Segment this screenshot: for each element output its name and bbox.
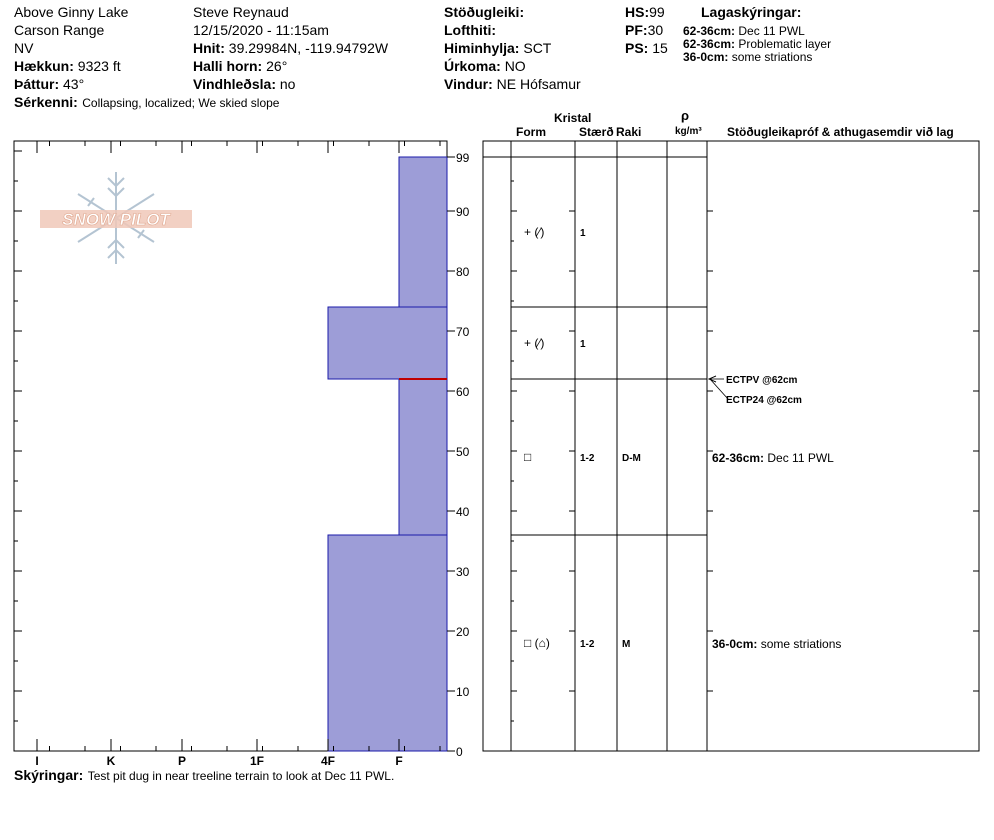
- pf-value: PF:30: [625, 22, 664, 38]
- layer-notes-title: Lagaskýringar:: [701, 4, 802, 20]
- depth-tick-label: 90: [456, 205, 470, 219]
- hardness-tick-label: 1F: [249, 754, 265, 768]
- layer-comment: 36-0cm: some striations: [712, 637, 842, 651]
- observer: Steve Reynaud: [193, 4, 289, 20]
- depth-tick-label: 99: [456, 151, 470, 165]
- range-name: Carson Range: [14, 22, 105, 38]
- footer-notes: Skýringar: Test pit dug in near treeline terrain to look at Dec 11 PWL.: [14, 767, 395, 783]
- hardness-tick-label: F: [395, 754, 403, 768]
- column-header-form: Form: [516, 125, 546, 139]
- layer-table-frame: [483, 141, 979, 751]
- coordinates: Hnit: 39.29984N, -119.94792W: [193, 40, 389, 56]
- datetime: 12/15/2020 - 11:15am: [193, 22, 329, 38]
- hardness-tick-label: K: [106, 754, 116, 768]
- depth-tick-label: 50: [456, 445, 470, 459]
- wind: Vindur: NE Hófsamur: [444, 76, 581, 92]
- depth-tick-label: 60: [456, 385, 470, 399]
- column-header-moisture: Raki: [616, 125, 642, 139]
- air-temp-label: Lofthiti:: [444, 22, 497, 38]
- layer-grain-form: + (⁄): [524, 336, 545, 350]
- layer-comment: 62-36cm: Dec 11 PWL: [712, 451, 834, 465]
- depth-tick-label: 80: [456, 265, 470, 279]
- layer-moisture: M: [622, 639, 631, 650]
- column-header-crystal: Kristal: [554, 111, 592, 125]
- hardness-layer-bar: [399, 379, 447, 535]
- depth-tick-label: 20: [456, 625, 470, 639]
- features: Sérkenni: Collapsing, localized; We skied slope: [14, 94, 280, 110]
- slope-angle: Halli horn: 26°: [193, 58, 288, 74]
- ps-value: PS: 15: [625, 40, 668, 56]
- location-name: Above Ginny Lake: [14, 4, 129, 20]
- depth-tick-label: 70: [456, 325, 470, 339]
- hardness-layer-bar: [328, 535, 447, 751]
- depth-tick-label: 10: [456, 685, 470, 699]
- hardness-layer-bar: [328, 307, 447, 379]
- column-header-rho: ρ: [681, 108, 690, 123]
- stability-test-label: ECTP24 @62cm: [726, 395, 802, 406]
- column-header-comments: Stöðugleikapróf & athugasemdir við lag: [727, 125, 954, 139]
- hardness-layer-bar: [399, 157, 447, 307]
- hardness-tick-label: P: [177, 754, 187, 768]
- hardness-tick-label: 4F: [320, 754, 336, 768]
- depth-tick-label: 0: [456, 745, 463, 759]
- layer-grain-size: 1-2: [580, 639, 595, 650]
- snowpilot-logo: [36, 168, 196, 272]
- layer-table-panel: [483, 108, 979, 751]
- layer-moisture: D-M: [622, 453, 641, 464]
- depth-tick-label: 40: [456, 505, 470, 519]
- layer-grain-form: + (⁄): [524, 225, 545, 239]
- column-header-density: kg/m³: [675, 126, 702, 137]
- layer-grain-form: □: [524, 450, 532, 464]
- layer-note: 62-36cm: Dec 11 PWL: [683, 24, 805, 38]
- precipitation: Úrkoma: NO: [444, 58, 526, 74]
- layer-grain-size: 1-2: [580, 453, 595, 464]
- column-header-size: Stærð: [579, 125, 614, 139]
- hs-value: HS:99: [625, 4, 665, 20]
- layer-note: 36-0cm: some striations: [683, 50, 813, 64]
- stability-test-label: ECTPV @62cm: [726, 375, 798, 386]
- hardness-tick-label: I: [35, 754, 39, 768]
- layer-grain-size: 1: [580, 228, 586, 239]
- layer-note: 62-36cm: Problematic layer: [683, 37, 832, 51]
- state-name: NV: [14, 40, 34, 56]
- stability-label: Stöðugleiki:: [444, 4, 525, 20]
- wind-loading: Vindhleðsla: no: [193, 76, 296, 92]
- sky-cover: Himinhylja: SCT: [444, 40, 552, 56]
- logo-text: SNOW PILOT: [62, 210, 170, 229]
- elevation: Hækkun: 9323 ft: [14, 58, 121, 74]
- layer-grain-form: □ (⌂): [524, 636, 550, 650]
- aspect: Þáttur: 43°: [14, 76, 85, 92]
- depth-tick-label: 30: [456, 565, 470, 579]
- layer-grain-size: 1: [580, 339, 586, 350]
